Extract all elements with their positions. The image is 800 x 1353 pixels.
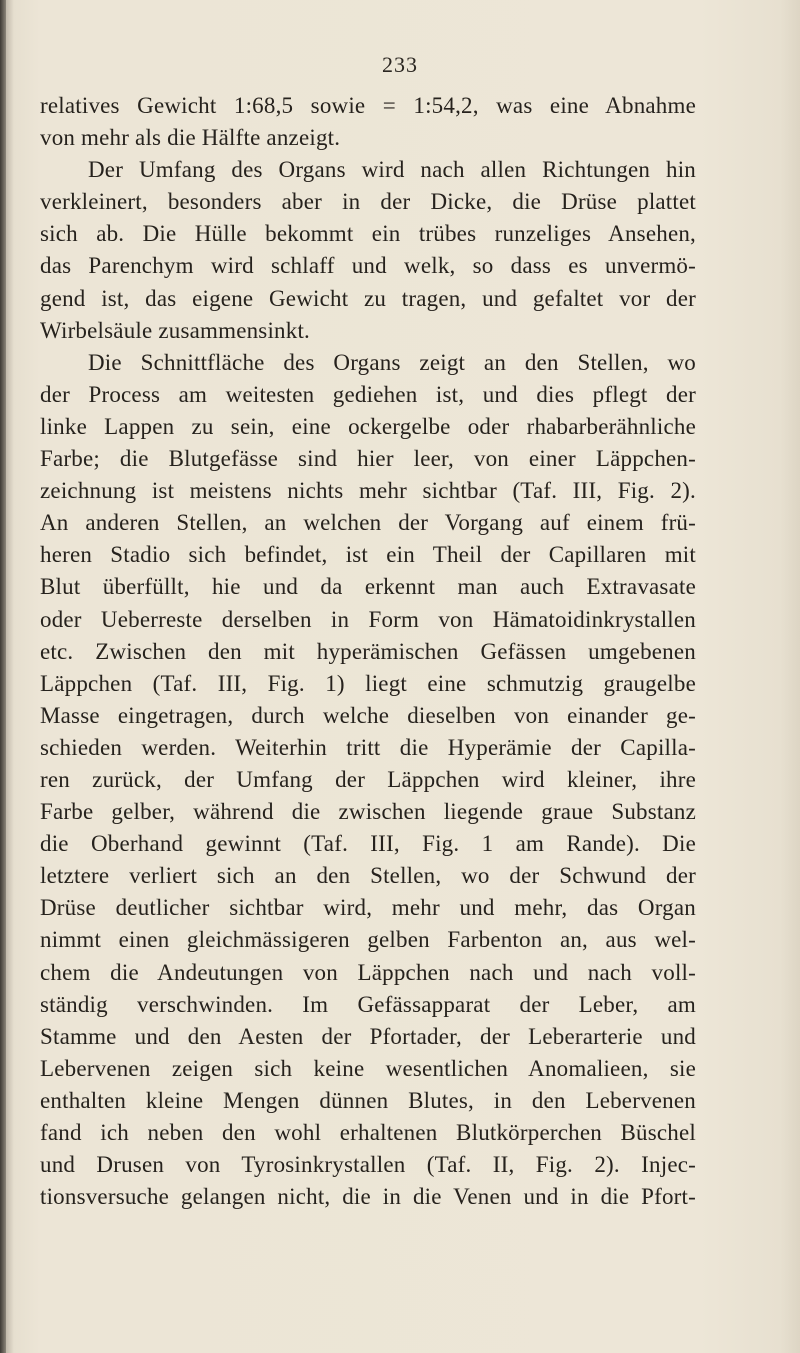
text-line: linke Lappen zu sein, eine ockergelbe oder rhabarberähnliche bbox=[40, 413, 696, 439]
text-line: Stamme und den Aesten der Pfortader, der Leberarterie und bbox=[40, 1023, 696, 1049]
text-line: Farbe; die Blutgefässe sind hier leer, von einer Läppchen- bbox=[40, 446, 696, 472]
text-line: relatives Gewicht 1:68,5 sowie = 1:54,2, was eine Abnahme bbox=[40, 93, 696, 118]
page-number: 233 bbox=[382, 52, 418, 77]
text-line: Drüse deutlicher sichtbar wird, mehr und mehr, das Organ bbox=[40, 895, 696, 921]
text-line: Wirbelsäule zusammensinkt. bbox=[40, 317, 310, 343]
text-line: gend ist, das eigene Gewicht zu tragen, und gefaltet vor der bbox=[40, 285, 696, 311]
text-line: oder Ueberreste derselben in Form von Hämatoidinkrystallen bbox=[40, 606, 696, 632]
text-line: heren Stadio sich befindet, ist ein Theil der Capillaren mit bbox=[40, 542, 696, 568]
text-line: nimmt einen gleichmässigeren gelben Farbenton an, aus wel- bbox=[40, 927, 696, 953]
text-line: letztere verliert sich an den Stellen, wo der Schwund der bbox=[40, 863, 696, 889]
text-line: Farbe gelber, während die zwischen liegende graue Substanz bbox=[40, 799, 696, 825]
text-line: sich ab. Die Hülle bekommt ein trübes runzeliges Ansehen, bbox=[40, 221, 696, 247]
text-line: verkleinert, besonders aber in der Dicke, die Drüse plattet bbox=[40, 189, 696, 215]
text-line: ren zurück, der Umfang der Läppchen wird kleiner, ihre bbox=[40, 766, 696, 792]
page-binding-edge bbox=[0, 0, 6, 1353]
text-line: Blut überfüllt, hie und da erkennt man auch Extravasate bbox=[40, 574, 696, 600]
text-line: Läppchen (Taf. III, Fig. 1) liegt eine schmutzig graugelbe bbox=[40, 670, 696, 696]
text-line: etc. Zwischen den mit hyperämischen Gefässen umgebenen bbox=[40, 638, 696, 664]
text-line: fand ich neben den wohl erhaltenen Blutkörperchen Büschel bbox=[40, 1120, 696, 1145]
text-line: chem die Andeutungen von Läppchen nach und nach voll- bbox=[40, 959, 696, 985]
text-line: Masse eingetragen, durch welche dieselben von einander ge- bbox=[40, 702, 696, 728]
text-line: schieden werden. Weiterhin tritt die Hyperämie der Capilla- bbox=[40, 734, 696, 760]
text-line: das Parenchym wird schlaff und welk, so dass es unvermö- bbox=[40, 253, 696, 279]
text-line: enthalten kleine Mengen dünnen Blutes, in den Lebervenen bbox=[40, 1087, 696, 1113]
text-line: Die Schnittfläche des Organs zeigt an den Stellen, wo bbox=[88, 349, 696, 375]
text-line: An anderen Stellen, an welchen der Vorgang auf einem frü- bbox=[40, 510, 696, 536]
text-line: Lebervenen zeigen sich keine wesentlichen Anomalieen, sie bbox=[40, 1055, 696, 1081]
text-line: die Oberhand gewinnt (Taf. III, Fig. 1 am Rande). Die bbox=[40, 831, 696, 857]
text-line: ständig verschwinden. Im Gefässapparat der Leber, am bbox=[40, 991, 696, 1017]
text-line: tionsversuche gelangen nicht, die in die Venen und in die Pfort- bbox=[40, 1184, 696, 1210]
text-line: der Process am weitesten gediehen ist, und dies pflegt der bbox=[40, 381, 696, 407]
text-line: von mehr als die Hälfte anzeigt. bbox=[40, 125, 341, 151]
text-line: zeichnung ist meistens nichts mehr sichtbar (Taf. III, Fig. 2). bbox=[40, 478, 696, 504]
text-line: und Drusen von Tyrosinkrystallen (Taf. II, Fig. 2). Injec- bbox=[40, 1152, 696, 1178]
text-line: Der Umfang des Organs wird nach allen Richtungen hin bbox=[88, 157, 696, 183]
body-text bbox=[40, 90, 696, 1213]
